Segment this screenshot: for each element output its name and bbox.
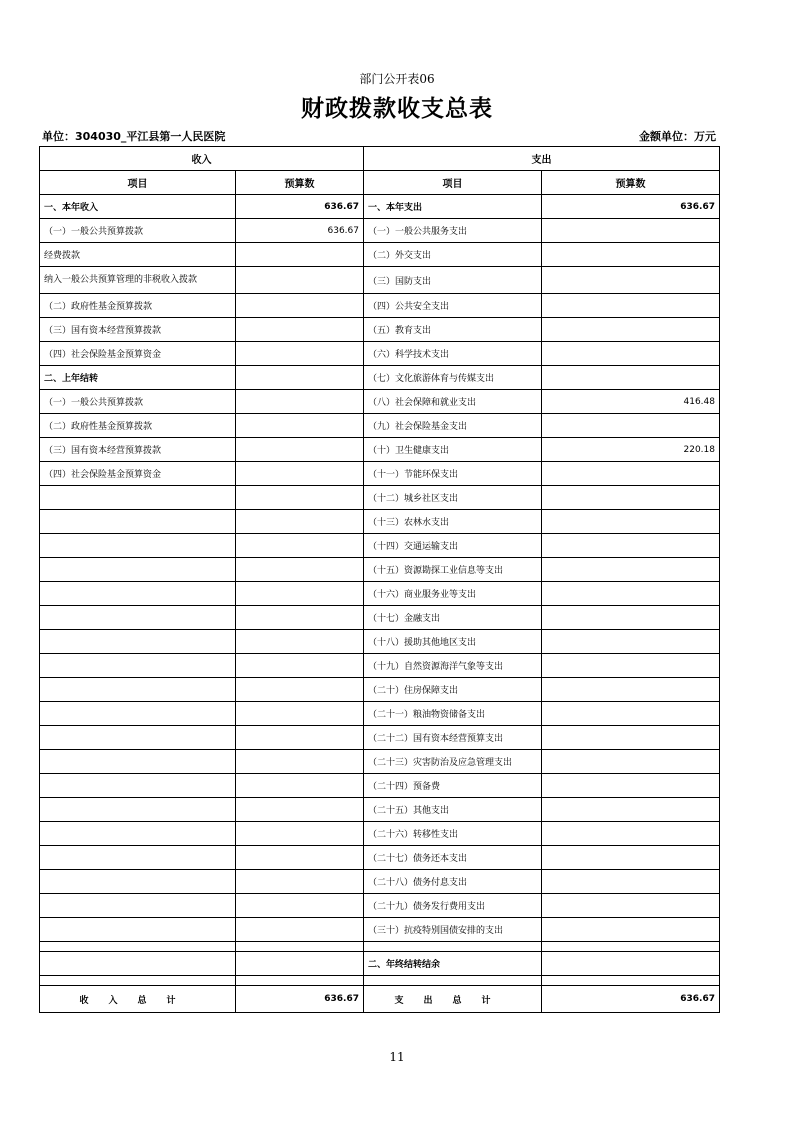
table-row: [40, 582, 720, 606]
income-value-cell: [236, 318, 364, 342]
total-row: [40, 986, 720, 1013]
income-item-cell: [40, 582, 236, 606]
income-item-cell: （三）国有资本经营预算拨款: [40, 318, 236, 342]
income-value-cell: [236, 952, 364, 976]
income-item-cell: （一）一般公共预算拨款: [40, 219, 236, 243]
income-item-cell: [40, 654, 236, 678]
income-item-cell: 经费拨款: [40, 243, 236, 267]
expense-item-cell: （十九）自然资源海洋气象等支出: [364, 654, 542, 678]
expense-item-cell: （十五）资源勘探工业信息等支出: [364, 558, 542, 582]
income-item-cell: [40, 822, 236, 846]
table-row: [40, 294, 720, 318]
amount-unit-label: 金额单位：万元: [639, 130, 716, 143]
expense-budget-header: 预算数: [542, 171, 720, 195]
expense-item-cell: （二）外交支出: [364, 243, 542, 267]
expense-item-cell: （三十）抗疫特别国债安排的支出: [364, 918, 542, 942]
income-item-cell: [40, 774, 236, 798]
income-item-cell: （二）政府性基金预算拨款: [40, 294, 236, 318]
table-row: [40, 438, 720, 462]
table-row: [40, 952, 720, 976]
income-section-header: 收入: [40, 147, 364, 171]
expense-value-cell: 220.18: [542, 438, 720, 462]
expense-value-cell: [542, 294, 720, 318]
expense-item-cell: （二十五）其他支出: [364, 798, 542, 822]
expense-value-cell: [542, 243, 720, 267]
expense-item-cell: （三）国防支出: [364, 267, 542, 294]
income-item-cell: [40, 942, 236, 952]
income-value-cell: [236, 774, 364, 798]
expense-value-cell: [542, 798, 720, 822]
income-value-cell: [236, 678, 364, 702]
table-row: [40, 976, 720, 986]
income-item-cell: [40, 630, 236, 654]
income-item-cell: [40, 486, 236, 510]
total-expense-value: 636.67: [542, 986, 720, 1013]
expense-item-cell: （二十六）转移性支出: [364, 822, 542, 846]
expense-item-cell: （二十三）灾害防治及应急管理支出: [364, 750, 542, 774]
expense-item-cell: （十三）农林水支出: [364, 510, 542, 534]
expense-item-cell: [364, 976, 542, 986]
income-item-cell: [40, 558, 236, 582]
income-value-cell: [236, 750, 364, 774]
expense-item-cell: （一）一般公共服务支出: [364, 219, 542, 243]
total-expense-label: 支出总计: [364, 986, 542, 1013]
income-item-header: 项目: [40, 171, 236, 195]
expense-item-cell: （九）社会保险基金支出: [364, 414, 542, 438]
income-value-cell: [236, 582, 364, 606]
income-value-cell: [236, 414, 364, 438]
section-header-row: [40, 147, 720, 171]
expense-item-cell: （二十）住房保障支出: [364, 678, 542, 702]
expense-value-cell: [542, 952, 720, 976]
income-value-cell: [236, 510, 364, 534]
income-value-cell: [236, 342, 364, 366]
table-row: [40, 195, 720, 219]
expense-item-cell: （八）社会保障和就业支出: [364, 390, 542, 414]
table-row: [40, 462, 720, 486]
income-value-cell: [236, 366, 364, 390]
income-value-cell: [236, 822, 364, 846]
income-value-cell: [236, 702, 364, 726]
income-value-cell: [236, 267, 364, 294]
expense-item-cell: 一、本年支出: [364, 195, 542, 219]
table-row: [40, 243, 720, 267]
income-item-cell: [40, 702, 236, 726]
income-item-cell: [40, 534, 236, 558]
income-item-cell: [40, 678, 236, 702]
income-item-cell: [40, 894, 236, 918]
table-row: [40, 318, 720, 342]
expense-value-cell: [542, 534, 720, 558]
table-row: [40, 390, 720, 414]
table-row: [40, 918, 720, 942]
expense-value-cell: [542, 219, 720, 243]
income-value-cell: [236, 846, 364, 870]
table-row: [40, 750, 720, 774]
table-row: [40, 558, 720, 582]
table-row: [40, 726, 720, 750]
table-row: [40, 486, 720, 510]
income-item-cell: （三）国有资本经营预算拨款: [40, 438, 236, 462]
income-value-cell: [236, 606, 364, 630]
expense-value-cell: [542, 558, 720, 582]
income-value-cell: [236, 918, 364, 942]
income-item-cell: [40, 726, 236, 750]
income-value-cell: [236, 462, 364, 486]
expense-item-cell: （十一）节能环保支出: [364, 462, 542, 486]
expense-value-cell: [542, 318, 720, 342]
expense-value-cell: 416.48: [542, 390, 720, 414]
income-item-cell: [40, 510, 236, 534]
expense-item-cell: （十二）城乡社区支出: [364, 486, 542, 510]
expense-item-cell: （七）文化旅游体育与传媒支出: [364, 366, 542, 390]
expense-section-header: 支出: [364, 147, 720, 171]
expense-item-cell: （十四）交通运输支出: [364, 534, 542, 558]
total-income-label: 收入总计: [40, 986, 236, 1013]
expense-value-cell: [542, 630, 720, 654]
table-row: [40, 414, 720, 438]
expense-value-cell: [542, 606, 720, 630]
expense-item-cell: （四）公共安全支出: [364, 294, 542, 318]
expense-value-cell: [542, 774, 720, 798]
fiscal-summary-table: [39, 146, 720, 1013]
expense-value-cell: [542, 366, 720, 390]
income-item-cell: （二）政府性基金预算拨款: [40, 414, 236, 438]
expense-item-cell: （二十四）预备费: [364, 774, 542, 798]
table-row: [40, 342, 720, 366]
expense-value-cell: [542, 510, 720, 534]
expense-item-cell: （二十七）债务还本支出: [364, 846, 542, 870]
income-value-cell: [236, 558, 364, 582]
expense-item-cell: （十七）金融支出: [364, 606, 542, 630]
expense-item-cell: （二十二）国有资本经营预算支出: [364, 726, 542, 750]
expense-value-cell: [542, 894, 720, 918]
income-item-cell: 纳入一般公共预算管理的非税收入拨款: [40, 267, 236, 294]
page-number: 11: [389, 1050, 405, 1064]
unit-label: 单位：304030_平江县第一人民医院: [42, 130, 226, 143]
table-row: [40, 870, 720, 894]
expense-value-cell: [542, 678, 720, 702]
expense-item-cell: （五）教育支出: [364, 318, 542, 342]
expense-item-cell: （二十八）债务付息支出: [364, 870, 542, 894]
table-row: [40, 606, 720, 630]
expense-value-cell: [542, 462, 720, 486]
table-row: [40, 798, 720, 822]
income-item-cell: [40, 918, 236, 942]
table-row: [40, 267, 720, 294]
income-item-cell: [40, 798, 236, 822]
income-item-cell: [40, 870, 236, 894]
form-code: 部门公开表06: [359, 72, 435, 86]
income-item-cell: 一、本年收入: [40, 195, 236, 219]
table-row: [40, 366, 720, 390]
income-value-cell: [236, 976, 364, 986]
expense-value-cell: [542, 942, 720, 952]
table-row: [40, 894, 720, 918]
expense-value-cell: [542, 726, 720, 750]
expense-item-cell: （十六）商业服务业等支出: [364, 582, 542, 606]
income-item-cell: 二、上年结转: [40, 366, 236, 390]
expense-item-cell: 二、年终结转结余: [364, 952, 542, 976]
expense-value-cell: [542, 414, 720, 438]
expense-item-cell: （十）卫生健康支出: [364, 438, 542, 462]
income-value-cell: [236, 942, 364, 952]
expense-value-cell: [542, 267, 720, 294]
table-row: [40, 630, 720, 654]
expense-value-cell: [542, 750, 720, 774]
expense-value-cell: [542, 918, 720, 942]
expense-item-header: 项目: [364, 171, 542, 195]
income-item-cell: [40, 750, 236, 774]
expense-value-cell: [542, 342, 720, 366]
income-item-cell: （四）社会保险基金预算资金: [40, 462, 236, 486]
table-row: [40, 510, 720, 534]
income-item-cell: [40, 976, 236, 986]
table-row: [40, 702, 720, 726]
table-row: [40, 534, 720, 558]
table-row: [40, 846, 720, 870]
expense-value-cell: [542, 486, 720, 510]
income-value-cell: [236, 534, 364, 558]
expense-value-cell: [542, 654, 720, 678]
income-value-cell: [236, 486, 364, 510]
expense-value-cell: 636.67: [542, 195, 720, 219]
table-row: [40, 942, 720, 952]
income-value-cell: [236, 894, 364, 918]
expense-value-cell: [542, 582, 720, 606]
expense-value-cell: [542, 976, 720, 986]
expense-value-cell: [542, 702, 720, 726]
expense-item-cell: （十八）援助其他地区支出: [364, 630, 542, 654]
expense-item-cell: （二十九）债务发行费用支出: [364, 894, 542, 918]
income-value-cell: [236, 294, 364, 318]
table-row: [40, 822, 720, 846]
income-item-cell: [40, 606, 236, 630]
income-value-cell: [236, 798, 364, 822]
income-value-cell: [236, 654, 364, 678]
income-item-cell: [40, 952, 236, 976]
page-title: 财政拨款收支总表: [301, 95, 493, 122]
expense-value-cell: [542, 846, 720, 870]
income-value-cell: [236, 438, 364, 462]
total-income-value: 636.67: [236, 986, 364, 1013]
expense-item-cell: （二十一）粮油物资储备支出: [364, 702, 542, 726]
income-item-cell: [40, 846, 236, 870]
income-value-cell: [236, 243, 364, 267]
expense-item-cell: [364, 942, 542, 952]
expense-value-cell: [542, 870, 720, 894]
expense-value-cell: [542, 822, 720, 846]
income-value-cell: [236, 630, 364, 654]
table-row: [40, 219, 720, 243]
income-item-cell: （一）一般公共预算拨款: [40, 390, 236, 414]
income-value-cell: 636.67: [236, 219, 364, 243]
column-header-row: [40, 171, 720, 195]
table-row: [40, 774, 720, 798]
table-row: [40, 678, 720, 702]
income-value-cell: 636.67: [236, 195, 364, 219]
table-row: [40, 654, 720, 678]
income-value-cell: [236, 390, 364, 414]
expense-item-cell: （六）科学技术支出: [364, 342, 542, 366]
income-budget-header: 预算数: [236, 171, 364, 195]
income-item-cell: （四）社会保险基金预算资金: [40, 342, 236, 366]
income-value-cell: [236, 726, 364, 750]
income-value-cell: [236, 870, 364, 894]
